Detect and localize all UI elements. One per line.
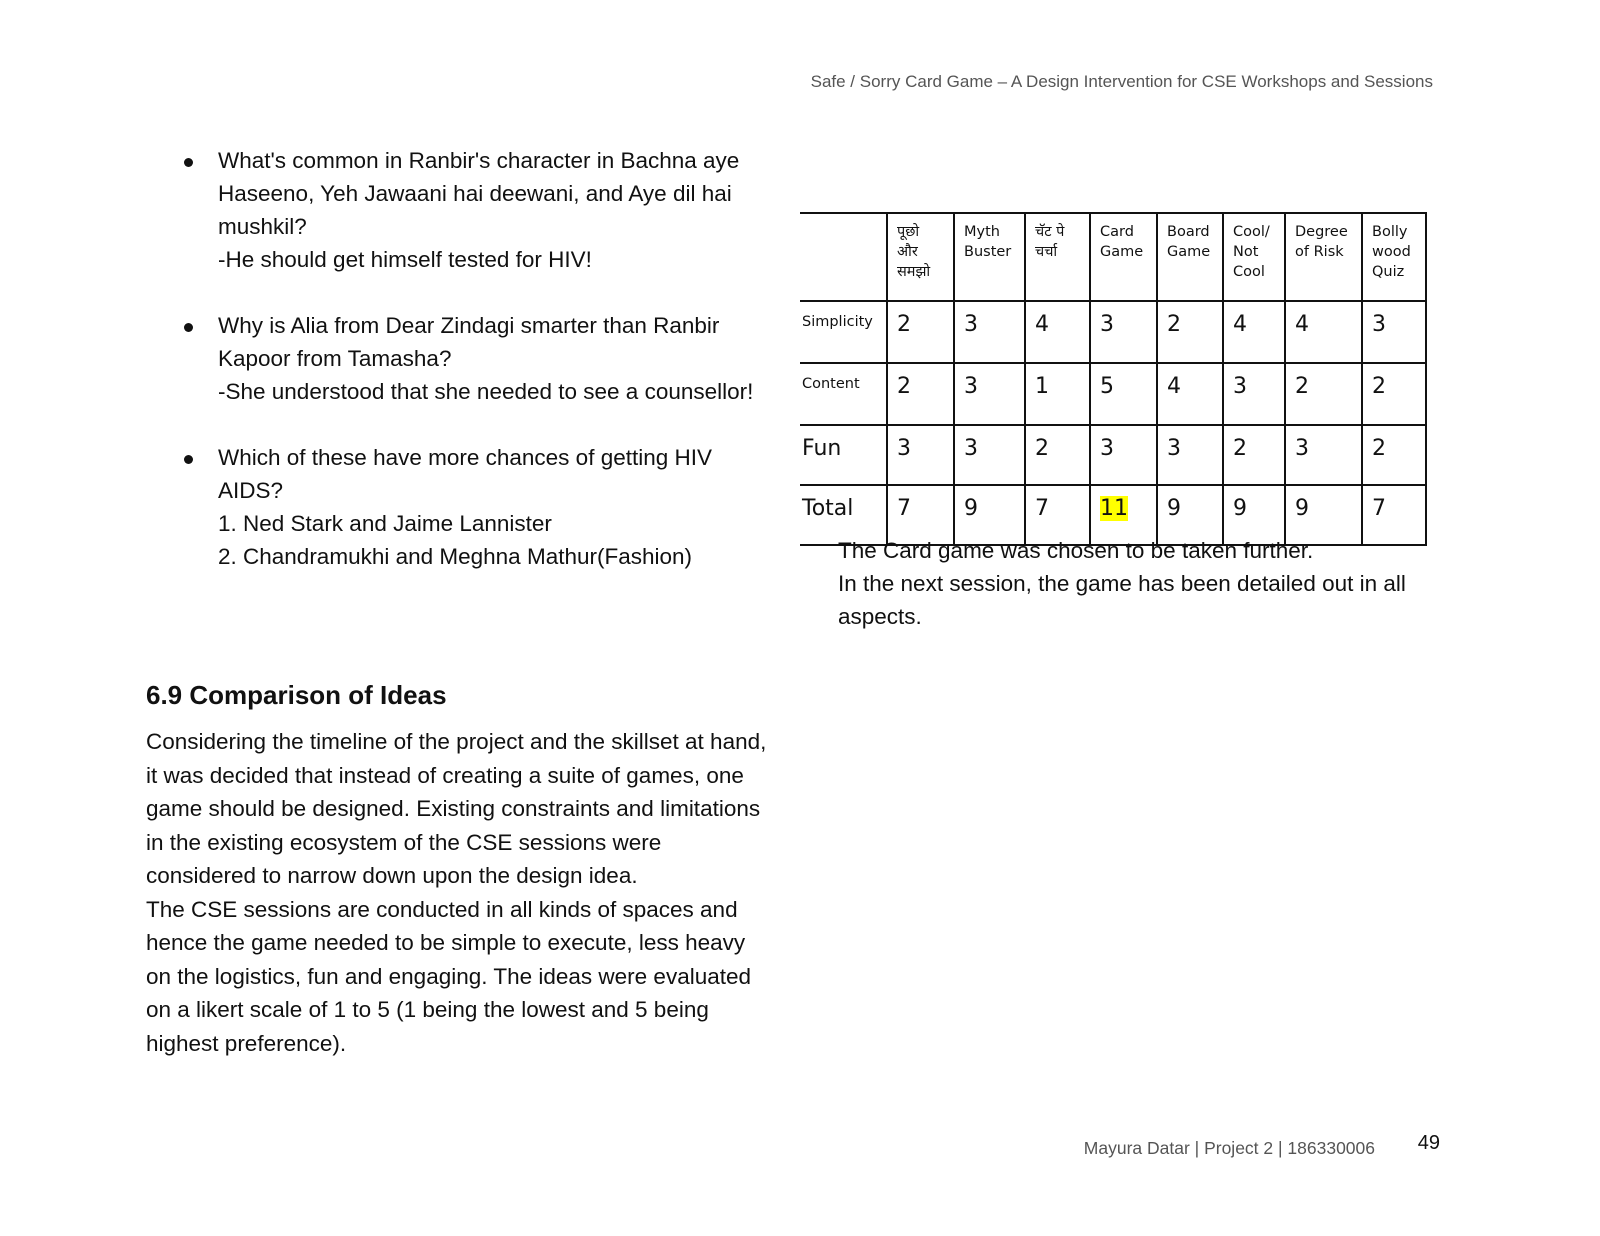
page-number: 49 <box>1417 1132 1440 1154</box>
score-cell: 3 <box>1090 301 1157 363</box>
paragraph: The Card game was chosen to be taken further. <box>838 538 1314 563</box>
question-text: Which of these have more chances of getting HIV AIDS? <box>218 445 713 503</box>
score-cell: 7 <box>887 485 954 545</box>
column-header: Board Game <box>1157 213 1223 301</box>
table-row <box>800 301 1426 363</box>
table-row <box>800 363 1426 425</box>
row-label: Total <box>800 485 887 545</box>
running-header: Safe / Sorry Card Game – A Design Intervention for CSE Workshops and Sessions <box>810 72 1433 91</box>
score-cell: 3 <box>1362 301 1426 363</box>
score-cell: 2 <box>1285 363 1362 425</box>
row-label: Fun <box>800 425 887 485</box>
section-heading: 6.9 Comparison of Ideas <box>146 680 447 710</box>
footer-author-line: Mayura Datar | Project 2 | 186330006 <box>1083 1138 1375 1158</box>
option-text: 2. Chandramukhi and Meghna Mathur(Fashion) <box>218 544 693 569</box>
paragraph: The CSE sessions are conducted in all kinds of spaces and hence the game needed to be simple to execute, less heavy on the logistics, fun and engaging. The ideas were evaluated on a likert scale of 1 to 5 (1 being the lowest and 5 being highest preference). <box>146 896 752 1056</box>
column-header: Myth Buster <box>954 213 1025 301</box>
column-header: Card Game <box>1090 213 1157 301</box>
score-cell: 4 <box>1223 301 1285 363</box>
score-cell: 4 <box>1157 363 1223 425</box>
row-label: Content <box>800 363 887 425</box>
score-cell: 2 <box>1025 425 1090 485</box>
score-cell: 2 <box>887 301 954 363</box>
score-cell: 1 <box>1025 363 1090 425</box>
bullet-icon <box>184 455 193 464</box>
score-cell: 7 <box>1025 485 1090 545</box>
column-header: Bolly wood Quiz <box>1362 213 1426 301</box>
score-cell: 2 <box>1362 425 1426 485</box>
score-cell: 9 <box>954 485 1025 545</box>
score-cell: 2 <box>1157 301 1223 363</box>
bullet-icon <box>184 323 193 332</box>
table-row <box>800 425 1426 485</box>
score-cell: 2 <box>887 363 954 425</box>
column-header: चॅट पे चर्चा <box>1025 213 1090 301</box>
section-body <box>146 725 776 1060</box>
row-label: Simplicity <box>800 301 887 363</box>
bullet-icon <box>184 158 193 167</box>
highlighted-total: 11 <box>1100 496 1128 521</box>
list-item <box>176 144 776 276</box>
list-item <box>176 309 776 408</box>
score-cell: 3 <box>954 363 1025 425</box>
question-text: Why is Alia from Dear Zindagi smarter than Ranbir Kapoor from Tamasha? <box>218 313 720 371</box>
score-cell: 3 <box>1090 425 1157 485</box>
score-cell: 2 <box>1362 363 1426 425</box>
question-list <box>176 144 776 606</box>
paragraph: Considering the timeline of the project and the skillset at hand, it was decided that instead of creating a suite of games, one game should be designed. Existing constraints and limitations in the existing ecosystem of the CSE sessions were considered to narrow down upon the design idea. <box>146 729 767 888</box>
score-cell: 4 <box>1285 301 1362 363</box>
answer-text: -She understood that she needed to see a counsellor! <box>218 379 754 404</box>
score-cell: 3 <box>1157 425 1223 485</box>
score-cell: 9 <box>1223 485 1285 545</box>
conclusion-text <box>838 534 1458 633</box>
score-cell: 3 <box>1285 425 1362 485</box>
score-cell: 3 <box>887 425 954 485</box>
score-cell: 3 <box>954 301 1025 363</box>
score-cell: 9 <box>1157 485 1223 545</box>
question-text: What's common in Ranbir's character in Bachna aye Haseeno, Yeh Jawaani hai deewani, and Aye dil hai mushkil? <box>218 148 740 239</box>
option-text: 1. Ned Stark and Jaime Lannister <box>218 511 552 536</box>
column-header: Cool/ Not Cool <box>1223 213 1285 301</box>
column-header: पूछो और समझो <box>887 213 954 301</box>
score-cell: 3 <box>954 425 1025 485</box>
paragraph: In the next session, the game has been detailed out in all aspects. <box>838 571 1406 629</box>
score-cell: 9 <box>1285 485 1362 545</box>
score-cell: 3 <box>1223 363 1285 425</box>
table-header-row <box>800 213 1426 301</box>
corner-cell <box>800 213 887 301</box>
comparison-table <box>800 212 1427 546</box>
score-cell: 5 <box>1090 363 1157 425</box>
column-header: Degree of Risk <box>1285 213 1362 301</box>
score-cell: 4 <box>1025 301 1090 363</box>
score-cell: 7 <box>1362 485 1426 545</box>
score-cell: 2 <box>1223 425 1285 485</box>
answer-text: -He should get himself tested for HIV! <box>218 247 592 272</box>
list-item <box>176 441 776 573</box>
